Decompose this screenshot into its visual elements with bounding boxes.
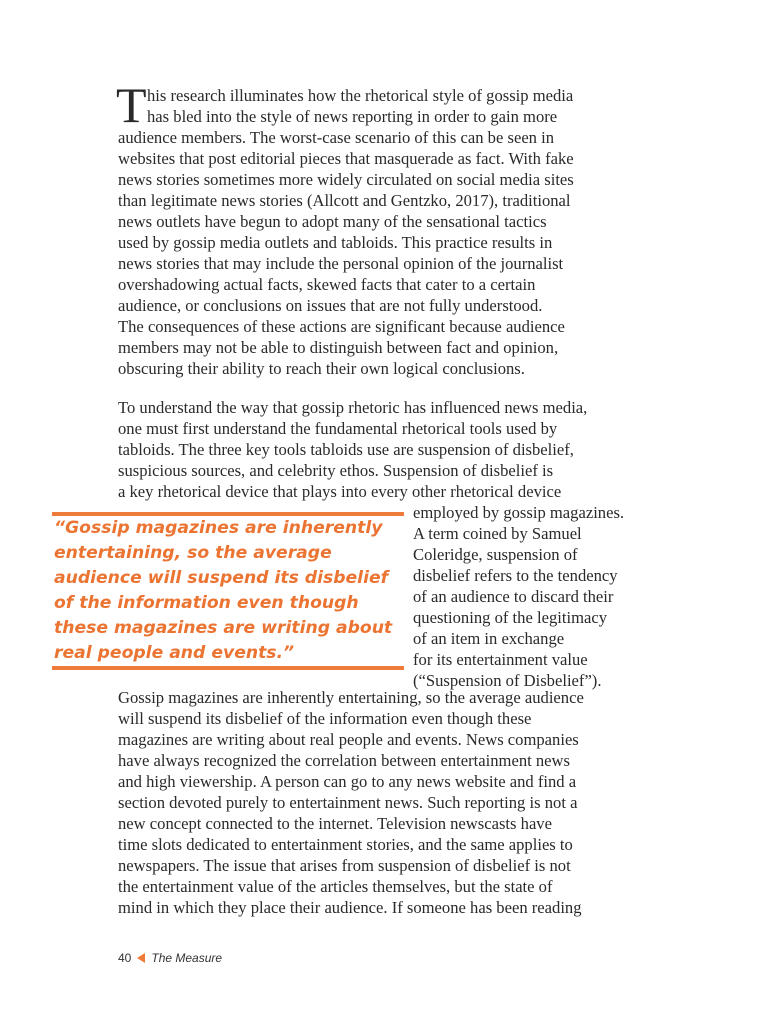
body-text-line: websites that post editorial pieces that masquerade as fact. With fake — [118, 149, 574, 168]
body-text-line: has bled into the style of news reporting in order to gain more — [147, 107, 558, 126]
body-text-line: members may not be able to distinguish between fact and opinion, — [118, 338, 559, 357]
body-text-line: for its entertainment value — [413, 650, 588, 669]
body-text-line: news stories sometimes more widely circulated on social media sites — [118, 170, 574, 189]
body-text-line: Gossip magazines are inherently entertaining, so the average audience — [118, 688, 584, 707]
body-text-line: than legitimate news stories (Allcott and Gentzko, 2017), traditional — [118, 191, 571, 210]
body-text-line: section devoted purely to entertainment news. Such reporting is not a — [118, 793, 578, 812]
body-text-line: A term coined by Samuel — [413, 524, 582, 543]
pull-quote-line: entertaining, so the average — [54, 543, 332, 563]
left-triangle-icon — [137, 953, 145, 963]
body-text-line: overshadowing actual facts, skewed facts that cater to a certain — [118, 275, 536, 294]
publication-name: The Measure — [151, 951, 223, 965]
body-text-line: To understand the way that gossip rhetoric has influenced news media, — [118, 398, 588, 417]
body-text-line: questioning of the legitimacy — [413, 608, 608, 627]
body-text-line: tabloids. The three key tools tabloids use are suspension of disbelief, — [118, 440, 574, 459]
body-text-line: a key rhetorical device that plays into every other rhetorical device — [118, 482, 562, 501]
body-text-line: audience members. The worst-case scenario of this can be seen in — [118, 128, 555, 147]
body-text-line: (“Suspension of Disbelief”). — [413, 671, 602, 690]
body-text-line: news stories that may include the personal opinion of the journalist — [118, 254, 564, 273]
body-text-line: mind in which they place their audience. If someone has been reading — [118, 898, 582, 917]
body-text-line: and high viewership. A person can go to any news website and find a — [118, 772, 577, 791]
body-text-line: obscuring their ability to reach their own logical conclusions. — [118, 359, 525, 378]
body-text-line: one must first understand the fundamental rhetorical tools used by — [118, 419, 558, 438]
drop-cap: T — [116, 77, 147, 133]
body-text-line: news outlets have begun to adopt many of the sensational tactics — [118, 212, 547, 231]
pull-quote-line: “Gossip magazines are inherently — [54, 518, 383, 538]
body-text-line: his research illuminates how the rhetorical style of gossip media — [147, 86, 574, 105]
page-number: 40 — [118, 951, 132, 965]
pull-quote-line: of the information even though — [54, 593, 359, 613]
pull-quote-line: these magazines are writing about — [54, 618, 393, 638]
body-text-line: will suspend its disbelief of the information even though these — [118, 709, 532, 728]
body-text-line: of an audience to discard their — [413, 587, 614, 606]
body-text-line: audience, or conclusions on issues that are not fully understood. — [118, 296, 543, 315]
body-text-line: magazines are writing about real people and events. News companies — [118, 730, 579, 749]
body-text-line: time slots dedicated to entertainment stories, and the same applies to — [118, 835, 573, 854]
body-text-line: used by gossip media outlets and tabloids. This practice results in — [118, 233, 553, 252]
body-text-line: of an item in exchange — [413, 629, 565, 648]
body-text-line: Coleridge, suspension of — [413, 545, 578, 564]
body-text-line: the entertainment value of the articles themselves, but the state of — [118, 877, 553, 896]
pull-quote-line: audience will suspend its disbelief — [54, 568, 389, 588]
body-text-line: have always recognized the correlation between entertainment news — [118, 751, 570, 770]
body-text-line: disbelief refers to the tendency — [413, 566, 618, 585]
body-text-line: new concept connected to the internet. Television newscasts have — [118, 814, 552, 833]
body-text-line: newspapers. The issue that arises from suspension of disbelief is not — [118, 856, 571, 875]
pull-quote-bottom-rule — [52, 666, 404, 670]
pull-quote-line: real people and events.” — [54, 643, 295, 663]
body-text-line: suspicious sources, and celebrity ethos. Suspension of disbelief is — [118, 461, 554, 480]
page-footer — [118, 951, 222, 965]
body-text-line: The consequences of these actions are significant because audience — [118, 317, 565, 336]
body-text-line: employed by gossip magazines. — [413, 503, 625, 522]
